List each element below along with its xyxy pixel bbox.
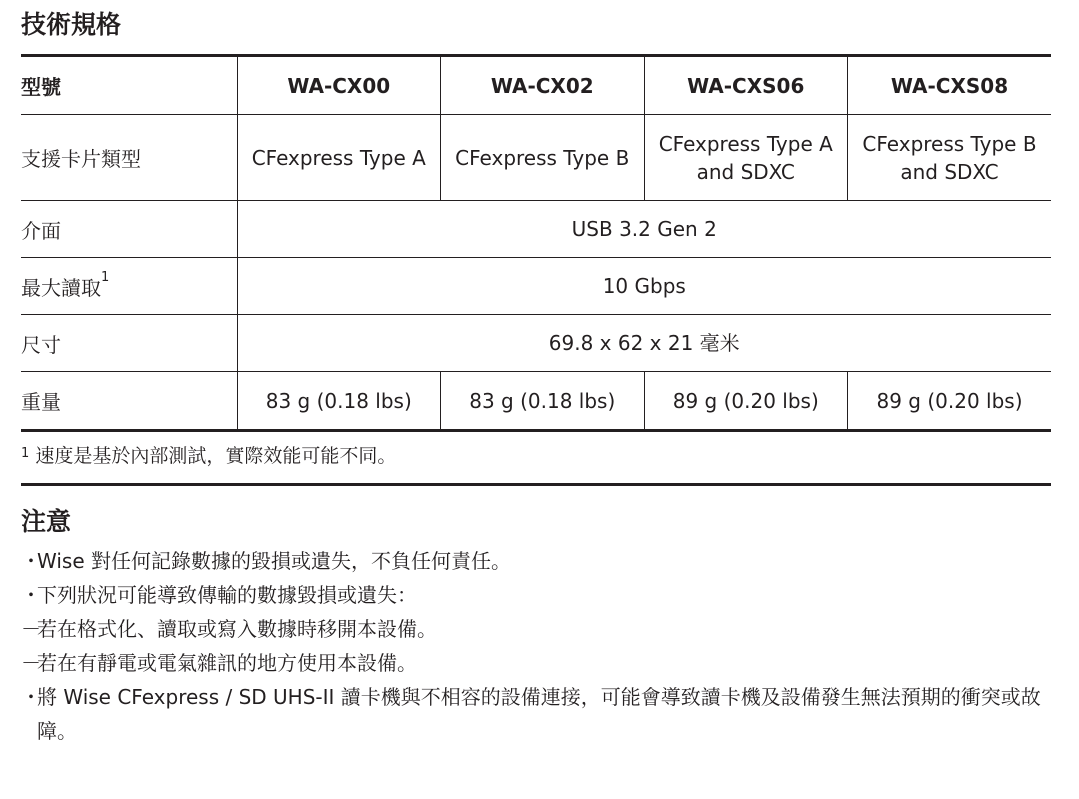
row-label-interface: 介面 xyxy=(21,201,237,258)
weight-value: 89 g (0.20 lbs) xyxy=(644,372,848,431)
table-row xyxy=(21,201,1051,258)
card-type-text: CFexpress Type A and SDXC xyxy=(658,131,833,184)
table-row xyxy=(21,258,1051,315)
notice-list xyxy=(21,544,1061,748)
footnote xyxy=(21,442,396,470)
weight-value: 83 g (0.18 lbs) xyxy=(441,372,645,431)
weight-value: 83 g (0.18 lbs) xyxy=(237,372,441,431)
list-item xyxy=(21,578,1061,612)
header-model: 型號 xyxy=(21,56,237,115)
notice-text: 將 Wise CFexpress / SD UHS-II 讀卡機與不相容的設備連接，可能會導致讀卡機及設備發生無法預期的衝突或故障。 xyxy=(37,685,1041,743)
dash-mark: － xyxy=(21,651,41,675)
weight-value: 89 g (0.20 lbs) xyxy=(848,372,1052,431)
list-item xyxy=(21,646,1061,680)
row-label-dimensions: 尺寸 xyxy=(21,315,237,372)
header-wa-cx00: WA-CX00 xyxy=(237,56,441,115)
list-item xyxy=(21,612,1061,646)
bullet-mark: ・ xyxy=(21,685,41,709)
header-wa-cxs08: WA-CXS08 xyxy=(848,56,1052,115)
bullet-mark: ・ xyxy=(21,583,41,607)
spec-table xyxy=(21,54,1051,432)
notice-text: 若在格式化、讀取或寫入數據時移開本設備。 xyxy=(37,617,437,641)
dash-mark: － xyxy=(21,617,41,641)
list-item xyxy=(21,544,1061,578)
row-label-max-read xyxy=(21,258,237,315)
dimensions-value: 69.8 x 62 x 21 毫米 xyxy=(237,315,1051,372)
header-wa-cx02: WA-CX02 xyxy=(441,56,645,115)
list-item xyxy=(21,680,1061,748)
row-label-weight: 重量 xyxy=(21,372,237,431)
notice-text: 下列狀況可能導致傳輸的數據毀損或遺失： xyxy=(37,583,417,607)
interface-value: USB 3.2 Gen 2 xyxy=(237,201,1051,258)
card-type-value xyxy=(644,115,848,201)
table-row xyxy=(21,115,1051,201)
row-label-card-type: 支援卡片類型 xyxy=(21,115,237,201)
table-row xyxy=(21,372,1051,431)
card-type-text: CFexpress Type B and SDXC xyxy=(862,131,1037,184)
max-read-label: 最大讀取 xyxy=(21,275,101,300)
notice-text: Wise 對任何記錄數據的毀損或遺失，不負任何責任。 xyxy=(37,549,511,573)
section-divider xyxy=(21,483,1051,486)
table-row xyxy=(21,315,1051,372)
max-read-value: 10 Gbps xyxy=(237,258,1051,315)
card-type-value: CFexpress Type A xyxy=(237,115,441,201)
footnote-text: 速度是基於內部測試，實際效能可能不同。 xyxy=(35,445,397,467)
card-type-value xyxy=(848,115,1052,201)
header-wa-cxs06: WA-CXS06 xyxy=(644,56,848,115)
page-title: 技術規格 xyxy=(21,10,122,39)
table-header-row xyxy=(21,56,1051,115)
notice-text: 若在有靜電或電氣雜訊的地方使用本設備。 xyxy=(37,651,417,675)
card-type-value: CFexpress Type B xyxy=(441,115,645,201)
bullet-mark: ・ xyxy=(21,549,41,573)
notice-title: 注意 xyxy=(21,507,72,536)
footnote-number: 1 xyxy=(21,446,30,461)
footnote-marker: 1 xyxy=(101,269,110,285)
